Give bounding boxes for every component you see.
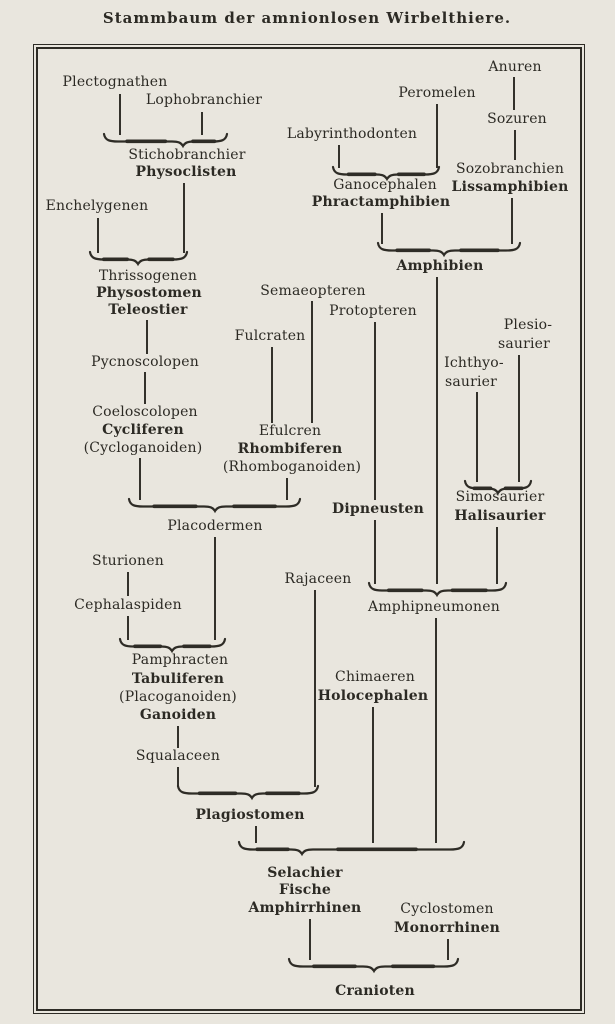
taxon-label: Lophobranchier [145,92,263,108]
convergence-brace [377,241,521,259]
taxon-label: (Placoganoiden) [119,689,237,705]
taxon-label: Protopteren [329,303,417,319]
convergence-brace [332,165,440,183]
lineage-line [518,355,519,482]
lineage-line [146,320,147,354]
taxon-label: Cephalaspiden [74,597,182,613]
taxon-label: Sozobranchien [455,161,565,177]
taxon-label: Coeloscolopen [92,404,198,420]
taxon-label: Thrissogenen [98,268,198,284]
taxon-label: Lissamphibien [451,179,569,195]
taxon-label: Ichthyo- [444,355,504,371]
convergence-brace [103,132,228,150]
convergence-brace [368,581,507,599]
taxon-label: Plectognathen [62,74,168,90]
lineage-line [214,537,215,640]
taxon-label: Plagiostomen [195,807,305,823]
taxon-label: Simosaurier [455,489,545,505]
taxon-label: Monorrhinen [393,920,501,936]
lineage-line [513,77,514,110]
taxon-label: Sozuren [487,111,547,127]
lineage-line [374,520,375,584]
taxon-label: Physoclisten [135,164,237,180]
lineage-line [514,130,515,160]
taxon-label: Tabuliferen [131,671,225,687]
diagram-title: Stammbaum der amnionlosen Wirbelthiere. [102,9,512,27]
taxon-label: Labyrinthodonten [286,126,418,142]
lineage-line [496,527,497,584]
taxon-label: Amphirrhinen [248,900,362,916]
taxon-label: (Rhomboganoiden) [222,459,362,475]
taxon-label: Dipneusten [332,501,424,517]
convergence-brace [128,497,301,515]
taxon-label: Physostomen [96,285,202,301]
taxon-label: Fische [279,882,331,898]
taxon-label: Placodermen [167,518,263,534]
taxon-label: Peromelen [398,85,476,101]
taxon-label: Pamphracten [131,652,229,668]
lineage-line [381,213,382,244]
taxon-label: Fulcraten [234,328,306,344]
taxon-label: Anuren [488,59,542,75]
lineage-line [436,277,437,584]
taxon-label: Ganocephalen [333,177,437,193]
lineage-line [139,458,140,500]
lineage-line [177,726,178,748]
taxon-label: Phractamphibien [311,194,451,210]
taxon-label: Rajaceen [284,571,352,587]
lineage-line [97,218,98,253]
taxon-label: Sturionen [92,553,164,569]
taxon-label: Chimaeren [335,669,415,685]
taxon-label: Plesio- [503,317,553,333]
lineage-line [435,618,436,843]
lineage-line [436,104,437,168]
lineage-line [476,392,477,482]
lineage-line [314,590,315,787]
lineage-line [144,372,145,404]
taxon-label: Cycliferen [102,422,184,438]
convergence-brace [238,840,465,858]
lineage-line [183,183,184,253]
lineage-line [309,919,310,960]
convergence-brace [89,250,188,268]
convergence-brace [119,637,226,655]
taxon-label: Halisaurier [454,508,546,524]
taxon-label: Holocephalen [317,688,429,704]
taxon-label: Ganoiden [139,707,217,723]
taxon-label: Pycnoscolopen [91,354,199,370]
taxon-label: Cyclostomen [400,901,494,917]
lineage-line [119,94,120,135]
taxon-label: Rhombiferen [237,441,343,457]
lineage-line [511,198,512,244]
lineage-line [311,301,312,423]
lineage-line [372,707,373,843]
convergence-brace [177,784,319,802]
taxon-label: Amphibien [396,258,484,274]
taxon-label: Enchelygenen [45,198,149,214]
taxon-label: Semaeopteren [260,283,366,299]
taxon-label: Amphipneumonen [368,599,500,615]
taxon-label: (Cycloganoiden) [83,440,203,456]
lineage-line [127,572,128,596]
lineage-line [271,347,272,423]
taxon-label: Cranioten [335,983,415,999]
taxon-label: Efulcren [258,423,322,439]
taxon-label: saurier [444,374,498,390]
taxon-label: Teleostier [108,302,188,318]
taxon-label: saurier [497,336,551,352]
taxon-label: Selachier [267,865,343,881]
taxon-label: Stichobranchier [128,147,246,163]
convergence-brace [288,957,459,975]
taxon-label: Squalaceen [135,748,221,764]
convergence-brace [464,479,532,497]
lineage-line [374,322,375,500]
